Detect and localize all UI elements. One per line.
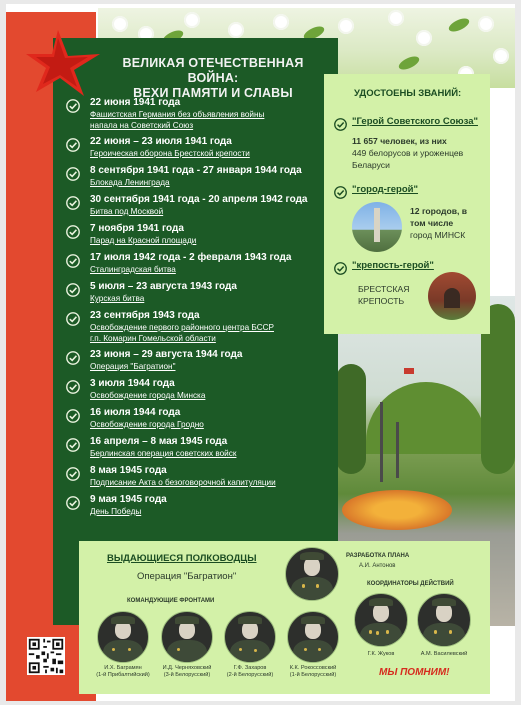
coordinator-caption-2: А.М. Василевский [420, 651, 468, 657]
timeline-item [66, 493, 336, 517]
portrait-chernyakhovsky [161, 611, 213, 663]
flag [404, 368, 414, 374]
timeline-item [66, 280, 336, 304]
tree-left [336, 364, 366, 474]
timeline-item [66, 309, 336, 344]
timeline-date: 17 июля 1942 года - 2 февраля 1943 года [90, 252, 292, 263]
check-circle-icon [66, 351, 80, 365]
commanders-panel [79, 541, 490, 694]
timeline-date: 23 сентября 1943 года [90, 310, 200, 321]
plan-name: А.И. Антонов [359, 563, 396, 569]
hero-line-3: Беларуси [352, 160, 390, 170]
lamp-post [396, 422, 399, 478]
brest-fortress-photo [428, 272, 476, 320]
timeline-date: 23 июня – 29 августа 1944 года [90, 349, 243, 360]
timeline-description: Блокада Ленинграда [90, 178, 170, 187]
timeline-date: 16 июля 1944 года [90, 407, 181, 418]
portrait-antonov [285, 547, 339, 601]
title-line-1: ВЕЛИКАЯ ОТЕЧЕСТВЕННАЯ ВОЙНА: [122, 56, 304, 85]
check-circle-icon [66, 167, 80, 181]
timeline-date: 8 мая 1945 года [90, 465, 167, 476]
timeline-date: 8 сентября 1941 года - 27 января 1944 года [90, 165, 302, 176]
check-circle-icon [334, 186, 347, 199]
check-circle-icon [66, 409, 80, 423]
check-circle-icon [66, 254, 80, 268]
timeline-description: Битва под Москвой [90, 207, 164, 216]
timeline-item [66, 222, 336, 246]
check-circle-icon [334, 262, 347, 275]
fortress-line-1: БРЕСТСКАЯ [358, 284, 410, 294]
timeline-date: 7 ноября 1941 года [90, 223, 184, 234]
timeline-item [66, 96, 336, 131]
portrait-rokossovsky [287, 611, 339, 663]
check-circle-icon [66, 496, 80, 510]
awards-panel [324, 74, 490, 334]
check-circle-icon [66, 312, 80, 326]
timeline-item [66, 435, 336, 459]
city-count-1: 12 городов, в [410, 206, 468, 216]
qr-code-icon[interactable] [27, 637, 65, 675]
city-title: "город-герой" [352, 184, 419, 195]
minsk-obelisk-photo [352, 202, 402, 252]
city-name: город МИНСК [410, 230, 466, 240]
check-circle-icon [66, 99, 80, 113]
timeline-description: Освобождение первого районного центра БССР [90, 323, 274, 332]
timeline-date: 22 июня 1941 года [90, 97, 181, 108]
hero-title: "Герой Советского Союза" [352, 116, 478, 127]
front-caption-1: И.Х. Баграмян (1-й Прибалтийский) [96, 665, 150, 678]
lamp-post [380, 402, 383, 482]
plan-title: РАЗРАБОТКА ПЛАНА [346, 553, 410, 559]
timeline-date: 3 июля 1944 года [90, 378, 175, 389]
check-circle-icon [66, 467, 80, 481]
timeline-item [66, 377, 336, 401]
timeline-description-2: г.п. Комарин Гомельской области [90, 334, 216, 343]
timeline-item [66, 164, 336, 188]
timeline-description: День Победы [90, 507, 142, 516]
portrait-zhukov [354, 593, 408, 647]
timeline-description-2: напала на Советский Союз [90, 121, 194, 130]
check-circle-icon [66, 138, 80, 152]
portrait-bagramyan [97, 611, 149, 663]
front-caption-3: Г.Ф. Захаров (2-й Белорусский) [226, 665, 274, 678]
check-circle-icon [334, 118, 347, 131]
timeline-item [66, 193, 336, 217]
timeline-description: Подписание Акта о безоговорочной капитуляции [90, 478, 276, 487]
we-remember-slogan: МЫ ПОМНИМ! [379, 667, 450, 678]
portrait-vasilevsky [417, 593, 471, 647]
timeline-description: Сталинградская битва [90, 265, 176, 274]
timeline-item [66, 406, 336, 430]
timeline-description: Фашистская Германия без объявления войны [90, 110, 265, 119]
timeline-date: 5 июля – 23 августа 1943 года [90, 281, 237, 292]
timeline-description: Парад на Красной площади [90, 236, 197, 245]
fortress-line-2: КРЕПОСТЬ [358, 296, 405, 306]
timeline-date: 30 сентября 1941 года - 20 апреля 1942 года [90, 194, 308, 205]
fortress-title: "крепость-герой" [352, 260, 434, 271]
check-circle-icon [66, 283, 80, 297]
hero-count: 11 657 человек, из них [352, 136, 447, 146]
fronts-title: КОМАНДУЮЩИЕ ФРОНТАМИ [127, 598, 215, 604]
timeline-list [66, 96, 336, 522]
portrait-zakharov [224, 611, 276, 663]
timeline-description: Курская битва [90, 294, 145, 303]
flowerbed [342, 490, 452, 530]
timeline-description: Берлинская операция советских войск [90, 449, 237, 458]
city-count-2: том числе [410, 218, 454, 228]
timeline-item [66, 464, 336, 488]
poster [6, 4, 515, 701]
timeline-item [66, 135, 336, 159]
red-star-logo-icon [24, 26, 108, 98]
commanders-title: ВЫДАЮЩИЕСЯ ПОЛКОВОДЦЫ [107, 553, 257, 564]
timeline-description: Героическая оборона Брестской крепости [90, 149, 250, 158]
check-circle-icon [66, 196, 80, 210]
front-caption-4: К.К. Рокоссовский (1-й Белорусский) [289, 665, 337, 678]
timeline-item [66, 348, 336, 372]
awards-title: УДОСТОЕНЫ ЗВАНИЙ: [354, 88, 462, 99]
timeline-item [66, 251, 336, 275]
timeline-description: Освобождение города Гродно [90, 420, 204, 429]
front-caption-2: И.Д. Черняховский (3-й Белорусский) [162, 665, 212, 678]
timeline-description: Освобождение города Минска [90, 391, 206, 400]
coordinator-caption-1: Г.К. Жуков [367, 651, 395, 657]
check-circle-icon [66, 380, 80, 394]
timeline-date: 16 апреля – 8 мая 1945 года [90, 436, 228, 447]
timeline-date: 22 июня – 23 июля 1941 года [90, 136, 232, 147]
poster-title [98, 56, 328, 101]
title-line-2: ВЕХИ ПАМЯТИ И СЛАВЫ [133, 86, 293, 100]
operation-label: Операция "Багратион" [137, 571, 237, 582]
check-circle-icon [66, 225, 80, 239]
hero-line-2: 449 белорусов и уроженцев [352, 148, 464, 158]
coordinators-title: КООРДИНАТОРЫ ДЕЙСТВИЙ [367, 581, 454, 587]
timeline-date: 9 мая 1945 года [90, 494, 167, 505]
check-circle-icon [66, 438, 80, 452]
timeline-description: Операция "Багратион" [90, 362, 176, 371]
